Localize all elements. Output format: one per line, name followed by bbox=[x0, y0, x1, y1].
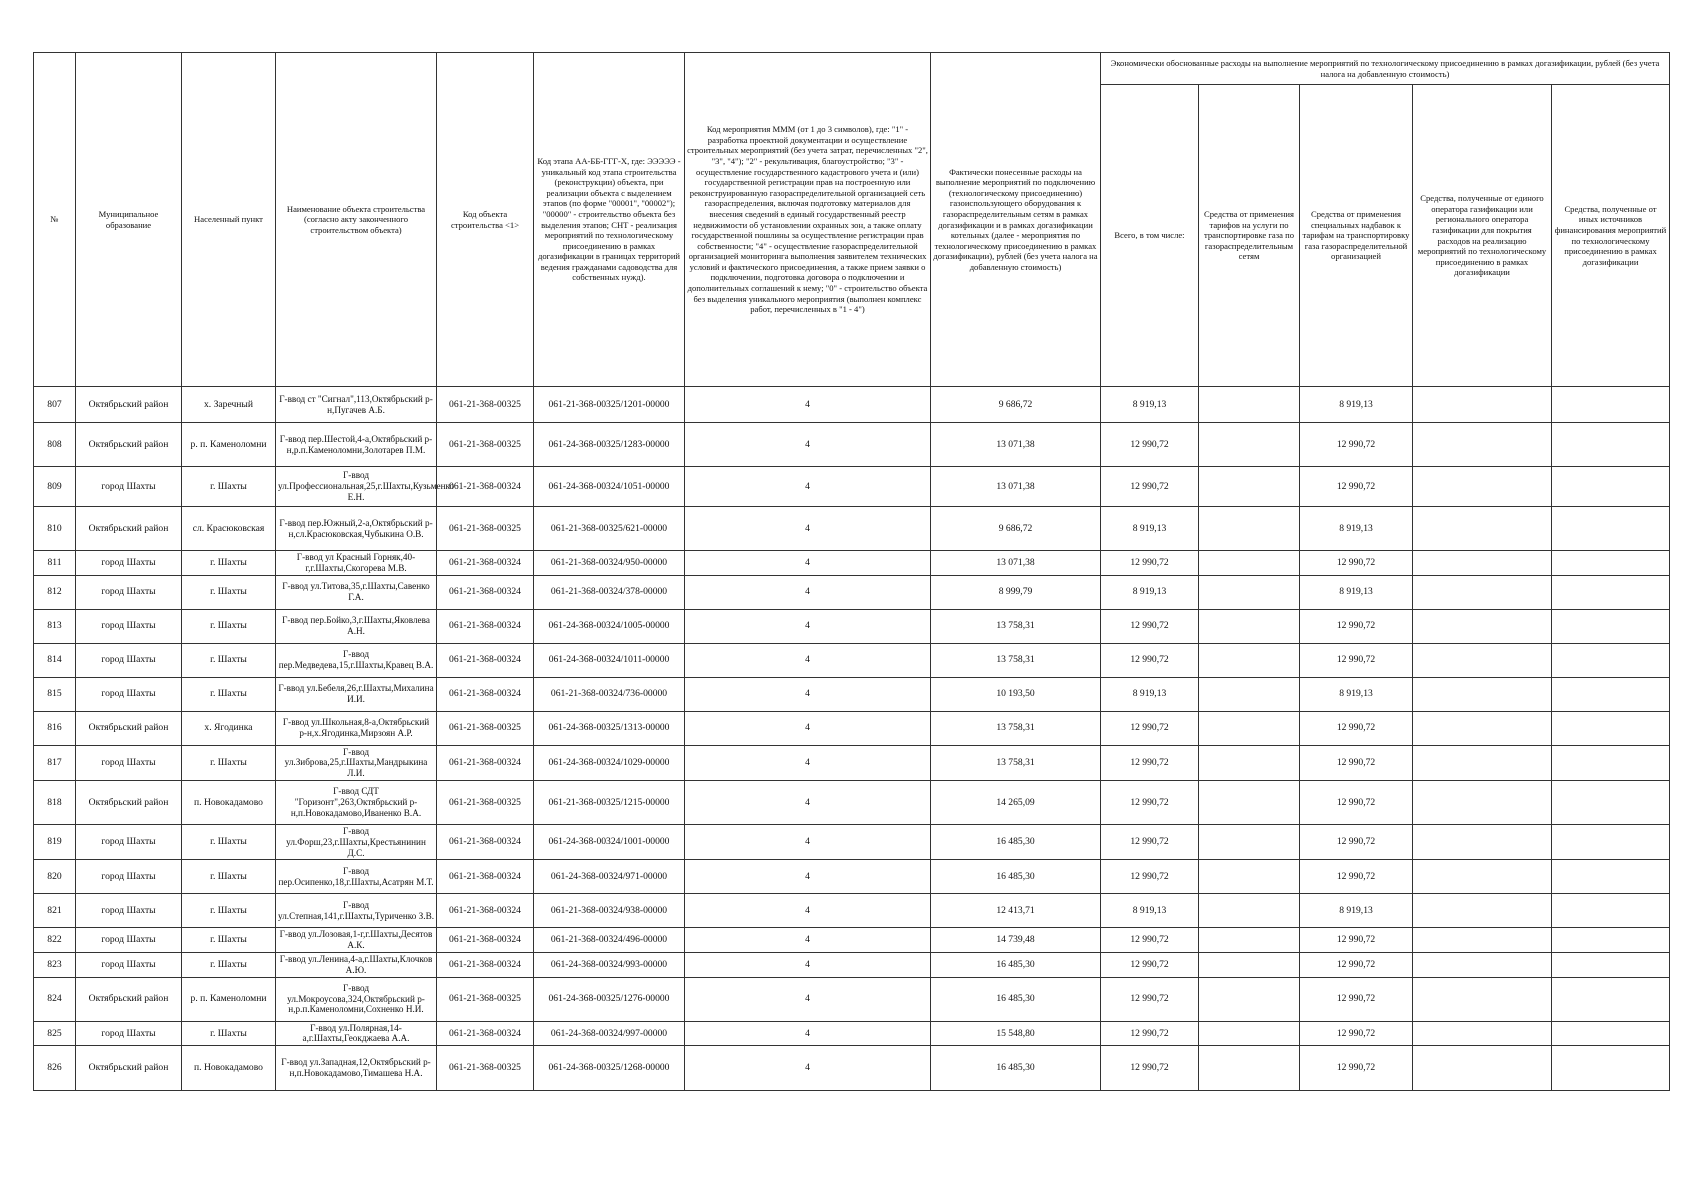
cell-tariff-funds bbox=[1199, 824, 1300, 859]
cell-num: 818 bbox=[34, 780, 76, 824]
cell-object-name: Г-ввод пер.Бойко,3,г.Шахты,Яковлева А.Н. bbox=[276, 609, 437, 643]
header-surcharge-funds: Средства от применения специальных надбавок к тарифам на транспортировку газа газораспределительной организацией bbox=[1300, 85, 1413, 387]
cell-measure-code: 4 bbox=[685, 1021, 931, 1046]
cell-actual-costs: 13 758,31 bbox=[931, 745, 1101, 780]
cell-operator-funds bbox=[1413, 1046, 1552, 1091]
header-settlement: Населенный пункт bbox=[182, 53, 276, 387]
cell-object-code: 061-21-368-00325 bbox=[437, 1046, 534, 1091]
cell-settlement: р. п. Каменоломни bbox=[182, 423, 276, 467]
cell-surcharge-funds: 12 990,72 bbox=[1300, 824, 1413, 859]
cell-tariff-funds bbox=[1199, 677, 1300, 711]
cell-object-code: 061-21-368-00324 bbox=[437, 677, 534, 711]
cell-measure-code: 4 bbox=[685, 928, 931, 953]
cell-operator-funds bbox=[1413, 711, 1552, 745]
table-row bbox=[34, 780, 1670, 824]
cell-stage-code: 061-21-368-00324/736-00000 bbox=[534, 677, 685, 711]
cell-operator-funds bbox=[1413, 575, 1552, 609]
header-measure-code: Код мероприятия МММ (от 1 до 3 символов), где: "1" - разработка проектной документации и осуществление строительных мероприятий (без учета затрат, перечисленных "2", "3", "4"); "2" - рекультивация, благоустройство; "3" - осуществление государственного кадастрового учета и (или) государственной регистрации прав на построенную или реконструированную газораспределительной организацией сеть газораспределения, включая подготовку материалов для внесения сведений в единый государственный реестр недвижимости об установлении охранных зон, а также оплату государственной пошлины за осуществление регистрации прав собственности; "4" - осуществление газораспределительной организацией мониторинга выполнения заявителем технических условий и фактического присоединения, а также прием заявки о подключении, подготовка договора о подключении и дополнительных соглашений к нему; "0" - строительство объекта без выделения уникального мероприятия (выполнен комплекс работ, перечисленных в "1 - 4") bbox=[685, 53, 931, 387]
cell-municipality: город Шахты bbox=[76, 467, 182, 507]
cell-total: 8 919,13 bbox=[1101, 677, 1199, 711]
cell-municipality: город Шахты bbox=[76, 575, 182, 609]
cell-object-name: Г-ввод ст "Сигнал",113,Октябрьский р-н,Пугачев А.Б. bbox=[276, 387, 437, 423]
cell-actual-costs: 10 193,50 bbox=[931, 677, 1101, 711]
cell-municipality: город Шахты bbox=[76, 894, 182, 928]
header-tariff-funds: Средства от применения тарифов на услуги по транспортировке газа по газораспределительным сетям bbox=[1199, 85, 1300, 387]
cell-municipality: город Шахты bbox=[76, 745, 182, 780]
cell-tariff-funds bbox=[1199, 423, 1300, 467]
cell-stage-code: 061-21-368-00324/378-00000 bbox=[534, 575, 685, 609]
cell-object-name: Г-ввод СДТ "Горизонт",263,Октябрьский р-н,п.Новокадамово,Иваненко В.А. bbox=[276, 780, 437, 824]
table-row bbox=[34, 575, 1670, 609]
cell-settlement: г. Шахты bbox=[182, 745, 276, 780]
table-body bbox=[34, 387, 1670, 1091]
cell-settlement: п. Новокадамово bbox=[182, 1046, 276, 1091]
cell-object-code: 061-21-368-00324 bbox=[437, 824, 534, 859]
table-row bbox=[34, 745, 1670, 780]
cell-other-funds bbox=[1552, 575, 1670, 609]
table-row bbox=[34, 677, 1670, 711]
cell-tariff-funds bbox=[1199, 977, 1300, 1021]
header-object-name: Наименование объекта строительства (согласно акту законченного строительством объекта) bbox=[276, 53, 437, 387]
cell-surcharge-funds: 8 919,13 bbox=[1300, 507, 1413, 551]
cell-operator-funds bbox=[1413, 551, 1552, 576]
cell-other-funds bbox=[1552, 1021, 1670, 1046]
table-header bbox=[34, 53, 1670, 387]
cell-stage-code: 061-24-368-00324/993-00000 bbox=[534, 952, 685, 977]
cell-tariff-funds bbox=[1199, 575, 1300, 609]
cell-num: 820 bbox=[34, 860, 76, 894]
cell-stage-code: 061-21-368-00325/1201-00000 bbox=[534, 387, 685, 423]
cell-tariff-funds bbox=[1199, 894, 1300, 928]
cell-surcharge-funds: 8 919,13 bbox=[1300, 677, 1413, 711]
cell-measure-code: 4 bbox=[685, 677, 931, 711]
table-row bbox=[34, 551, 1670, 576]
cell-other-funds bbox=[1552, 507, 1670, 551]
cell-total: 12 990,72 bbox=[1101, 551, 1199, 576]
cell-object-code: 061-21-368-00324 bbox=[437, 609, 534, 643]
table-row bbox=[34, 507, 1670, 551]
cell-tariff-funds bbox=[1199, 711, 1300, 745]
header-actual-costs: Фактически понесенные расходы на выполнение мероприятий по подключению (технологическому присоединению) газоиспользующего оборудования к газораспределительным сетям в рамках догазификации и в рамках догазификации котельных (далее - мероприятия по технологическому присоединению в рамках догазификации), рублей (без учета налога на добавленную стоимость) bbox=[931, 53, 1101, 387]
cell-measure-code: 4 bbox=[685, 824, 931, 859]
cell-tariff-funds bbox=[1199, 467, 1300, 507]
cell-num: 807 bbox=[34, 387, 76, 423]
cell-num: 824 bbox=[34, 977, 76, 1021]
cell-total: 12 990,72 bbox=[1101, 745, 1199, 780]
cell-surcharge-funds: 12 990,72 bbox=[1300, 467, 1413, 507]
header-operator-funds: Средства, полученные от единого оператора газификации или регионального оператора газификации для покрытия расходов на реализацию мероприятий по технологическому присоединению в рамках догазификации bbox=[1413, 85, 1552, 387]
cell-num: 810 bbox=[34, 507, 76, 551]
cell-operator-funds bbox=[1413, 387, 1552, 423]
cell-total: 12 990,72 bbox=[1101, 467, 1199, 507]
cell-settlement: х. Ягодинка bbox=[182, 711, 276, 745]
cell-surcharge-funds: 12 990,72 bbox=[1300, 745, 1413, 780]
cell-other-funds bbox=[1552, 467, 1670, 507]
cell-settlement: р. п. Каменоломни bbox=[182, 977, 276, 1021]
cell-stage-code: 061-24-368-00324/1029-00000 bbox=[534, 745, 685, 780]
cell-object-code: 061-21-368-00324 bbox=[437, 894, 534, 928]
cell-stage-code: 061-24-368-00324/1011-00000 bbox=[534, 643, 685, 677]
cell-object-code: 061-21-368-00324 bbox=[437, 467, 534, 507]
cell-measure-code: 4 bbox=[685, 609, 931, 643]
cell-tariff-funds bbox=[1199, 1021, 1300, 1046]
table-row bbox=[34, 643, 1670, 677]
cell-operator-funds bbox=[1413, 467, 1552, 507]
cell-operator-funds bbox=[1413, 952, 1552, 977]
cell-actual-costs: 16 485,30 bbox=[931, 952, 1101, 977]
cell-object-code: 061-21-368-00324 bbox=[437, 928, 534, 953]
cell-stage-code: 061-21-368-00324/496-00000 bbox=[534, 928, 685, 953]
cell-actual-costs: 13 758,31 bbox=[931, 711, 1101, 745]
cell-tariff-funds bbox=[1199, 745, 1300, 780]
cell-object-name: Г-ввод ул.Бебеля,26,г.Шахты,Михалина И.И. bbox=[276, 677, 437, 711]
cell-surcharge-funds: 12 990,72 bbox=[1300, 609, 1413, 643]
cell-surcharge-funds: 8 919,13 bbox=[1300, 575, 1413, 609]
cell-num: 826 bbox=[34, 1046, 76, 1091]
cell-surcharge-funds: 12 990,72 bbox=[1300, 928, 1413, 953]
cell-settlement: г. Шахты bbox=[182, 1021, 276, 1046]
cell-settlement: х. Заречный bbox=[182, 387, 276, 423]
cell-object-name: Г-ввод ул.Зиброва,25,г.Шахты,Мандрыкина Л.И. bbox=[276, 745, 437, 780]
cell-measure-code: 4 bbox=[685, 780, 931, 824]
cell-num: 809 bbox=[34, 467, 76, 507]
cell-operator-funds bbox=[1413, 507, 1552, 551]
cell-object-name: Г-ввод пер.Медведева,15,г.Шахты,Кравец В.А. bbox=[276, 643, 437, 677]
cell-tariff-funds bbox=[1199, 551, 1300, 576]
cell-stage-code: 061-24-368-00325/1283-00000 bbox=[534, 423, 685, 467]
cell-other-funds bbox=[1552, 780, 1670, 824]
cell-object-name: Г-ввод ул.Лозовая,1-г,г.Шахты,Десятов А.К. bbox=[276, 928, 437, 953]
cell-num: 817 bbox=[34, 745, 76, 780]
cell-measure-code: 4 bbox=[685, 507, 931, 551]
cell-settlement: г. Шахты bbox=[182, 677, 276, 711]
cell-object-code: 061-21-368-00324 bbox=[437, 551, 534, 576]
cell-object-name: Г-ввод пер.Шестой,4-а,Октябрьский р-н,р.п.Каменоломни,Золотарев П.М. bbox=[276, 423, 437, 467]
cell-surcharge-funds: 8 919,13 bbox=[1300, 387, 1413, 423]
cell-settlement: г. Шахты bbox=[182, 928, 276, 953]
cell-total: 8 919,13 bbox=[1101, 894, 1199, 928]
cell-measure-code: 4 bbox=[685, 467, 931, 507]
cell-measure-code: 4 bbox=[685, 860, 931, 894]
cell-municipality: Октябрьский район bbox=[76, 711, 182, 745]
cell-object-name: Г-ввод пер.Южный,2-а,Октябрьский р-н,сл.Красюковская,Чубыкина О.В. bbox=[276, 507, 437, 551]
cell-other-funds bbox=[1552, 928, 1670, 953]
cell-stage-code: 061-24-368-00325/1276-00000 bbox=[534, 977, 685, 1021]
cell-object-name: Г-ввод ул.Титова,35,г.Шахты,Савенко Г.А. bbox=[276, 575, 437, 609]
cell-operator-funds bbox=[1413, 780, 1552, 824]
table-row bbox=[34, 387, 1670, 423]
table-row bbox=[34, 1046, 1670, 1091]
cell-actual-costs: 13 758,31 bbox=[931, 643, 1101, 677]
header-economic-group: Экономически обоснованные расходы на выполнение мероприятий по технологическому присоединению в рамках догазификации, рублей (без учета налога на добавленную стоимость) bbox=[1101, 53, 1670, 85]
cell-surcharge-funds: 8 919,13 bbox=[1300, 894, 1413, 928]
cell-measure-code: 4 bbox=[685, 551, 931, 576]
cell-object-code: 061-21-368-00324 bbox=[437, 745, 534, 780]
cell-settlement: г. Шахты bbox=[182, 609, 276, 643]
cell-operator-funds bbox=[1413, 894, 1552, 928]
header-municipality: Муниципальное образование bbox=[76, 53, 182, 387]
cell-municipality: Октябрьский район bbox=[76, 977, 182, 1021]
cell-object-code: 061-21-368-00325 bbox=[437, 711, 534, 745]
cell-num: 823 bbox=[34, 952, 76, 977]
cell-settlement: г. Шахты bbox=[182, 467, 276, 507]
cell-actual-costs: 8 999,79 bbox=[931, 575, 1101, 609]
cell-num: 813 bbox=[34, 609, 76, 643]
cell-measure-code: 4 bbox=[685, 977, 931, 1021]
cell-measure-code: 4 bbox=[685, 952, 931, 977]
cell-actual-costs: 14 265,09 bbox=[931, 780, 1101, 824]
cell-tariff-funds bbox=[1199, 507, 1300, 551]
cell-other-funds bbox=[1552, 551, 1670, 576]
cell-stage-code: 061-24-368-00324/997-00000 bbox=[534, 1021, 685, 1046]
cell-municipality: Октябрьский район bbox=[76, 780, 182, 824]
cell-settlement: г. Шахты bbox=[182, 575, 276, 609]
cell-measure-code: 4 bbox=[685, 894, 931, 928]
cell-other-funds bbox=[1552, 387, 1670, 423]
cell-surcharge-funds: 12 990,72 bbox=[1300, 780, 1413, 824]
cell-object-code: 061-21-368-00325 bbox=[437, 387, 534, 423]
table-row bbox=[34, 928, 1670, 953]
cell-num: 808 bbox=[34, 423, 76, 467]
cell-other-funds bbox=[1552, 677, 1670, 711]
cell-object-name: Г-ввод ул.Степная,141,г.Шахты,Туриченко З.В. bbox=[276, 894, 437, 928]
cell-stage-code: 061-21-368-00324/950-00000 bbox=[534, 551, 685, 576]
cell-stage-code: 061-24-368-00325/1313-00000 bbox=[534, 711, 685, 745]
cell-other-funds bbox=[1552, 423, 1670, 467]
cell-settlement: г. Шахты bbox=[182, 824, 276, 859]
cell-object-code: 061-21-368-00324 bbox=[437, 860, 534, 894]
table-row bbox=[34, 1021, 1670, 1046]
table-row bbox=[34, 467, 1670, 507]
costs-table-sheet bbox=[33, 52, 1669, 1091]
cell-actual-costs: 16 485,30 bbox=[931, 860, 1101, 894]
cell-surcharge-funds: 12 990,72 bbox=[1300, 711, 1413, 745]
cell-num: 812 bbox=[34, 575, 76, 609]
cell-object-name: Г-ввод ул.Ленина,4-а,г.Шахты,Клочков А.Ю. bbox=[276, 952, 437, 977]
cell-other-funds bbox=[1552, 1046, 1670, 1091]
cell-operator-funds bbox=[1413, 977, 1552, 1021]
cell-other-funds bbox=[1552, 824, 1670, 859]
cell-tariff-funds bbox=[1199, 860, 1300, 894]
cell-municipality: город Шахты bbox=[76, 860, 182, 894]
cell-other-funds bbox=[1552, 711, 1670, 745]
cell-total: 12 990,72 bbox=[1101, 609, 1199, 643]
cell-total: 12 990,72 bbox=[1101, 928, 1199, 953]
cell-object-name: Г-ввод ул.Форш,23,г.Шахты,Крестьянинин Д.С. bbox=[276, 824, 437, 859]
table-row bbox=[34, 952, 1670, 977]
cell-settlement: п. Новокадамово bbox=[182, 780, 276, 824]
cell-other-funds bbox=[1552, 860, 1670, 894]
cell-object-name: Г-ввод ул Красный Горняк,40-г,г.Шахты,Скогорева М.В. bbox=[276, 551, 437, 576]
cell-stage-code: 061-24-368-00324/1001-00000 bbox=[534, 824, 685, 859]
cell-total: 8 919,13 bbox=[1101, 387, 1199, 423]
cell-settlement: г. Шахты bbox=[182, 894, 276, 928]
cell-settlement: г. Шахты bbox=[182, 643, 276, 677]
cell-stage-code: 061-21-368-00324/938-00000 bbox=[534, 894, 685, 928]
cell-surcharge-funds: 12 990,72 bbox=[1300, 423, 1413, 467]
cell-actual-costs: 9 686,72 bbox=[931, 387, 1101, 423]
cell-operator-funds bbox=[1413, 609, 1552, 643]
cell-stage-code: 061-24-368-00324/1005-00000 bbox=[534, 609, 685, 643]
cell-total: 12 990,72 bbox=[1101, 824, 1199, 859]
cell-other-funds bbox=[1552, 977, 1670, 1021]
cell-total: 12 990,72 bbox=[1101, 860, 1199, 894]
cell-total: 12 990,72 bbox=[1101, 952, 1199, 977]
cell-other-funds bbox=[1552, 952, 1670, 977]
cell-settlement: сл. Красюковская bbox=[182, 507, 276, 551]
cell-total: 12 990,72 bbox=[1101, 780, 1199, 824]
cell-stage-code: 061-24-368-00324/971-00000 bbox=[534, 860, 685, 894]
cell-object-name: Г-ввод ул.Школьная,8-а,Октябрьский р-н,х.Ягодинка,Мирзоян А.Р. bbox=[276, 711, 437, 745]
cell-settlement: г. Шахты bbox=[182, 860, 276, 894]
header-other-funds: Средства, полученные от иных источников финансирования мероприятий по технологическому присоединению в рамках догазификации bbox=[1552, 85, 1670, 387]
cell-stage-code: 061-24-368-00325/1268-00000 bbox=[534, 1046, 685, 1091]
cell-num: 819 bbox=[34, 824, 76, 859]
cell-num: 816 bbox=[34, 711, 76, 745]
cell-stage-code: 061-21-368-00325/1215-00000 bbox=[534, 780, 685, 824]
cell-tariff-funds bbox=[1199, 952, 1300, 977]
cell-other-funds bbox=[1552, 894, 1670, 928]
cell-municipality: город Шахты bbox=[76, 677, 182, 711]
cell-operator-funds bbox=[1413, 423, 1552, 467]
cell-object-name: Г-ввод ул.Полярная,14-а,г.Шахты,Геокджаева А.А. bbox=[276, 1021, 437, 1046]
cell-actual-costs: 13 071,38 bbox=[931, 423, 1101, 467]
cell-actual-costs: 16 485,30 bbox=[931, 977, 1101, 1021]
cell-actual-costs: 13 071,38 bbox=[931, 551, 1101, 576]
cell-measure-code: 4 bbox=[685, 575, 931, 609]
cell-measure-code: 4 bbox=[685, 745, 931, 780]
cell-tariff-funds bbox=[1199, 387, 1300, 423]
cell-tariff-funds bbox=[1199, 780, 1300, 824]
table-row bbox=[34, 860, 1670, 894]
cell-total: 12 990,72 bbox=[1101, 1046, 1199, 1091]
cell-municipality: Октябрьский район bbox=[76, 387, 182, 423]
cell-operator-funds bbox=[1413, 643, 1552, 677]
costs-table bbox=[33, 52, 1670, 1091]
cell-object-code: 061-21-368-00325 bbox=[437, 977, 534, 1021]
cell-actual-costs: 9 686,72 bbox=[931, 507, 1101, 551]
header-object-code: Код объекта строительства <1> bbox=[437, 53, 534, 387]
header-stage-code: Код этапа АА-ББ-ГГГ-Х, где: ЭЭЭЭЭ - уникальный код этапа строительства (реконструкции) объекта, при реализации объекта с выделением этапов (по форме "00001", "00002"); "00000" - строительство объекта без выделения этапов; СНТ - реализация мероприятий по технологическому присоединению в рамках догазификации в границах территорий ведения гражданами садоводства для собственных нужд). bbox=[534, 53, 685, 387]
cell-num: 822 bbox=[34, 928, 76, 953]
cell-tariff-funds bbox=[1199, 643, 1300, 677]
cell-num: 815 bbox=[34, 677, 76, 711]
cell-actual-costs: 16 485,30 bbox=[931, 824, 1101, 859]
cell-surcharge-funds: 12 990,72 bbox=[1300, 643, 1413, 677]
cell-object-code: 061-21-368-00324 bbox=[437, 952, 534, 977]
cell-object-code: 061-21-368-00324 bbox=[437, 643, 534, 677]
cell-municipality: город Шахты bbox=[76, 609, 182, 643]
cell-object-code: 061-21-368-00325 bbox=[437, 780, 534, 824]
header-num: № bbox=[34, 53, 76, 387]
cell-surcharge-funds: 12 990,72 bbox=[1300, 551, 1413, 576]
cell-actual-costs: 16 485,30 bbox=[931, 1046, 1101, 1091]
cell-tariff-funds bbox=[1199, 928, 1300, 953]
cell-surcharge-funds: 12 990,72 bbox=[1300, 1021, 1413, 1046]
cell-operator-funds bbox=[1413, 860, 1552, 894]
table-row bbox=[34, 824, 1670, 859]
cell-operator-funds bbox=[1413, 824, 1552, 859]
cell-settlement: г. Шахты bbox=[182, 952, 276, 977]
cell-operator-funds bbox=[1413, 1021, 1552, 1046]
table-row bbox=[34, 609, 1670, 643]
cell-num: 825 bbox=[34, 1021, 76, 1046]
cell-measure-code: 4 bbox=[685, 387, 931, 423]
cell-measure-code: 4 bbox=[685, 1046, 931, 1091]
cell-total: 12 990,72 bbox=[1101, 711, 1199, 745]
cell-municipality: город Шахты bbox=[76, 551, 182, 576]
header-total: Всего, в том числе: bbox=[1101, 85, 1199, 387]
cell-tariff-funds bbox=[1199, 1046, 1300, 1091]
cell-operator-funds bbox=[1413, 677, 1552, 711]
table-row bbox=[34, 977, 1670, 1021]
cell-measure-code: 4 bbox=[685, 423, 931, 467]
cell-num: 821 bbox=[34, 894, 76, 928]
cell-municipality: город Шахты bbox=[76, 928, 182, 953]
cell-other-funds bbox=[1552, 609, 1670, 643]
cell-total: 12 990,72 bbox=[1101, 977, 1199, 1021]
cell-municipality: Октябрьский район bbox=[76, 1046, 182, 1091]
cell-object-code: 061-21-368-00324 bbox=[437, 575, 534, 609]
cell-measure-code: 4 bbox=[685, 643, 931, 677]
cell-actual-costs: 15 548,80 bbox=[931, 1021, 1101, 1046]
cell-surcharge-funds: 12 990,72 bbox=[1300, 977, 1413, 1021]
cell-actual-costs: 13 071,38 bbox=[931, 467, 1101, 507]
cell-stage-code: 061-24-368-00324/1051-00000 bbox=[534, 467, 685, 507]
cell-object-name: Г-ввод пер.Осипенко,18,г.Шахты,Асатрян М.Т. bbox=[276, 860, 437, 894]
cell-municipality: город Шахты bbox=[76, 824, 182, 859]
cell-total: 8 919,13 bbox=[1101, 575, 1199, 609]
cell-object-code: 061-21-368-00324 bbox=[437, 1021, 534, 1046]
cell-tariff-funds bbox=[1199, 609, 1300, 643]
cell-stage-code: 061-21-368-00325/621-00000 bbox=[534, 507, 685, 551]
cell-municipality: Октябрьский район bbox=[76, 423, 182, 467]
cell-object-name: Г-ввод ул.Профессиональная,25,г.Шахты,Кузьменко Е.Н. bbox=[276, 467, 437, 507]
cell-municipality: Октябрьский район bbox=[76, 507, 182, 551]
cell-municipality: город Шахты bbox=[76, 952, 182, 977]
cell-total: 12 990,72 bbox=[1101, 1021, 1199, 1046]
cell-object-code: 061-21-368-00325 bbox=[437, 423, 534, 467]
cell-operator-funds bbox=[1413, 745, 1552, 780]
cell-operator-funds bbox=[1413, 928, 1552, 953]
cell-actual-costs: 13 758,31 bbox=[931, 609, 1101, 643]
cell-actual-costs: 12 413,71 bbox=[931, 894, 1101, 928]
cell-num: 814 bbox=[34, 643, 76, 677]
table-row bbox=[34, 711, 1670, 745]
cell-total: 8 919,13 bbox=[1101, 507, 1199, 551]
cell-object-name: Г-ввод ул.Западная,12,Октябрьский р-н,п.Новокадамово,Тимашева Н.А. bbox=[276, 1046, 437, 1091]
cell-other-funds bbox=[1552, 643, 1670, 677]
cell-total: 12 990,72 bbox=[1101, 643, 1199, 677]
cell-surcharge-funds: 12 990,72 bbox=[1300, 1046, 1413, 1091]
cell-total: 12 990,72 bbox=[1101, 423, 1199, 467]
cell-settlement: г. Шахты bbox=[182, 551, 276, 576]
cell-object-code: 061-21-368-00325 bbox=[437, 507, 534, 551]
cell-surcharge-funds: 12 990,72 bbox=[1300, 952, 1413, 977]
cell-num: 811 bbox=[34, 551, 76, 576]
cell-object-name: Г-ввод ул.Мокроусова,324,Октябрьский р-н,р.п.Каменоломни,Сохненко Н.И. bbox=[276, 977, 437, 1021]
cell-actual-costs: 14 739,48 bbox=[931, 928, 1101, 953]
table-row bbox=[34, 894, 1670, 928]
table-row bbox=[34, 423, 1670, 467]
cell-surcharge-funds: 12 990,72 bbox=[1300, 860, 1413, 894]
cell-municipality: город Шахты bbox=[76, 643, 182, 677]
cell-measure-code: 4 bbox=[685, 711, 931, 745]
cell-other-funds bbox=[1552, 745, 1670, 780]
cell-municipality: город Шахты bbox=[76, 1021, 182, 1046]
